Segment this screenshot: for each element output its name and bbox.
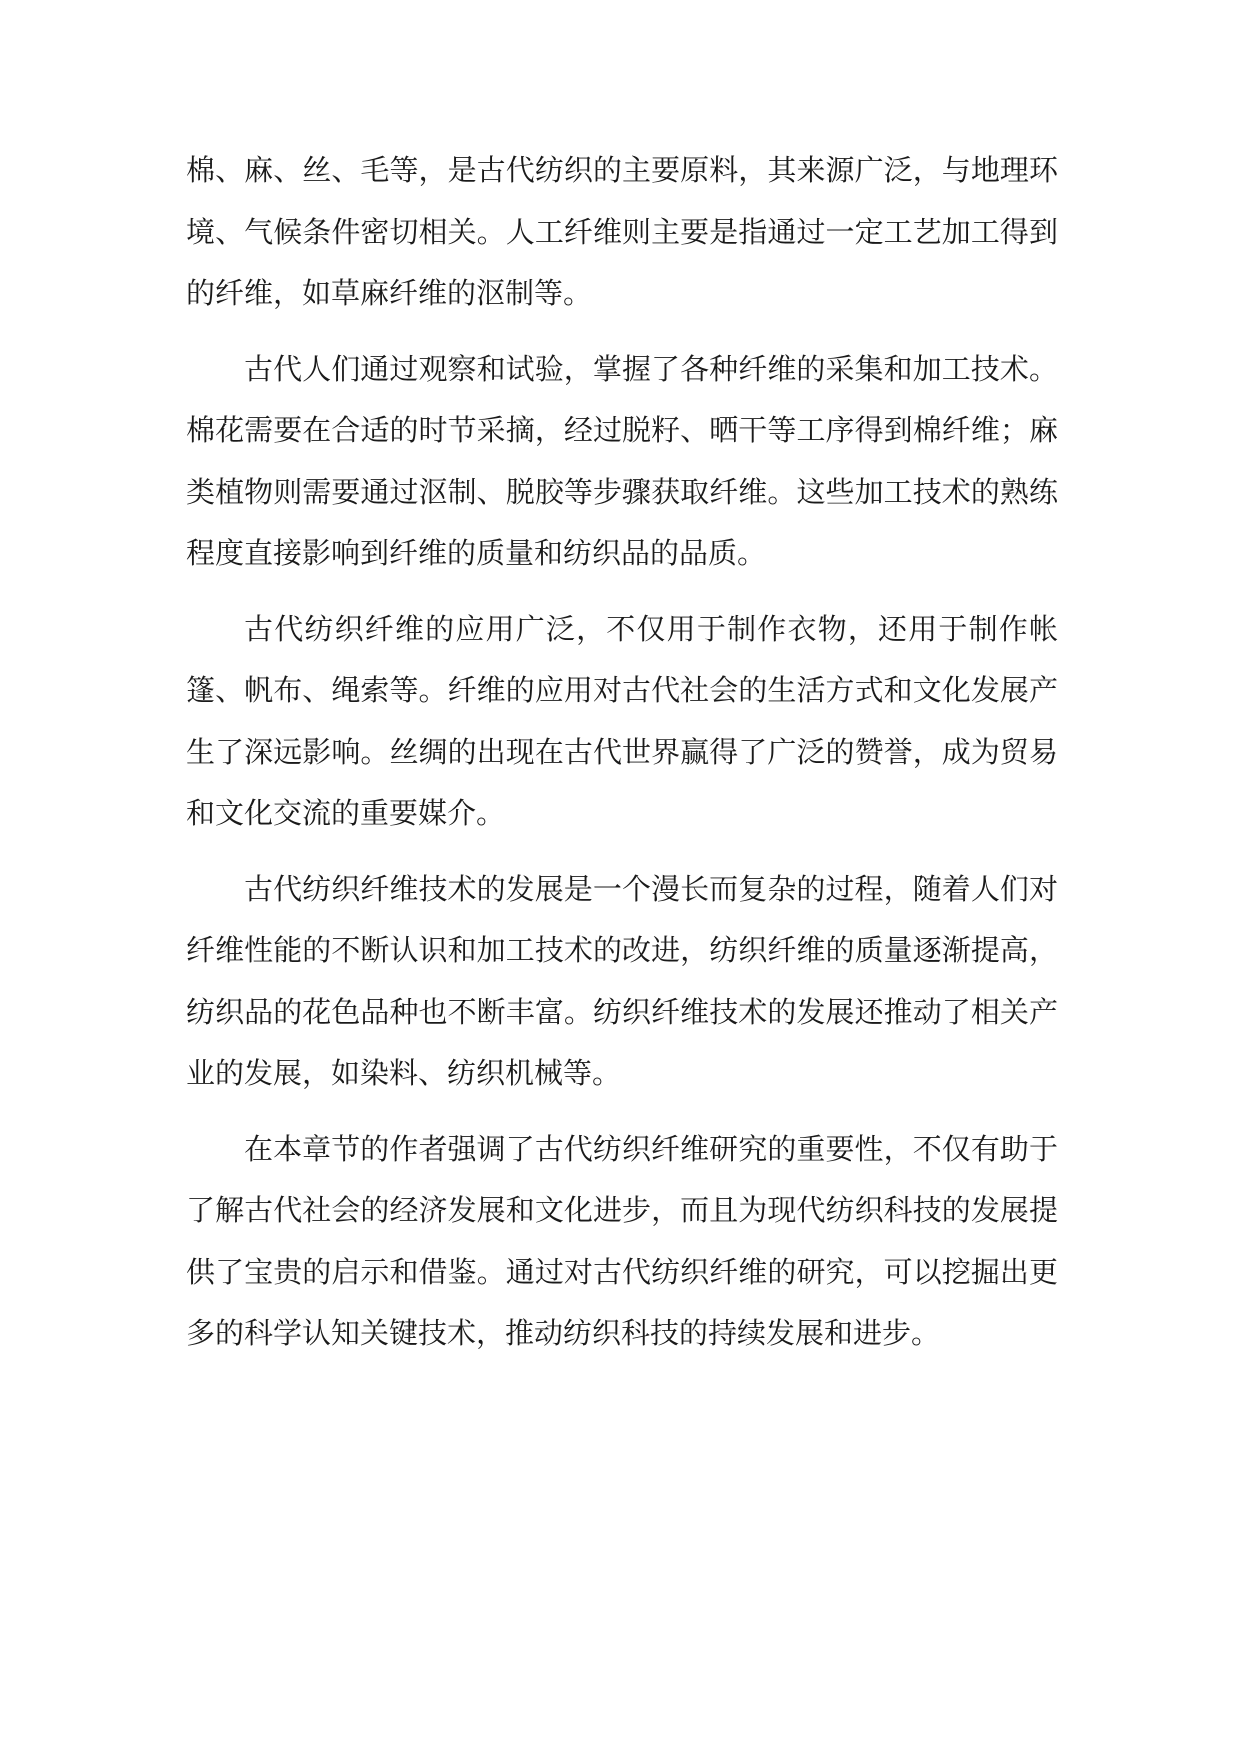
document-body — [186, 140, 1058, 1379]
paragraph-4: 古代纺织纤维技术的发展是一个漫长而复杂的过程，随着人们对纤维性能的不断认识和加工技术的改进，纺织纤维的质量逐渐提高，纺织品的花色品种也不断丰富。纺织纤维技术的发展还推动了相关产业的发展，如染料、纺织机械等。 — [186, 871, 1058, 1090]
paragraph-5: 在本章节的作者强调了古代纺织纤维研究的重要性，不仅有助于了解古代社会的经济发展和文化进步，而且为现代纺织科技的发展提供了宝贵的启示和借鉴。通过对古代纺织纤维的研究，可以挖掘出更多的科学认知关键技术，推动纺织科技的持续发展和进步。 — [186, 1131, 1058, 1350]
paragraph-3: 古代纺织纤维的应用广泛，不仅用于制作衣物，还用于制作帐篷、帆布、绳索等。纤维的应用对古代社会的生活方式和文化发展产生了深远影响。丝绸的出现在古代世界赢得了广泛的赞誉，成为贸易和文化交流的重要媒介。 — [186, 611, 1058, 830]
paragraph-2: 古代人们通过观察和试验，掌握了各种纤维的采集和加工技术。棉花需要在合适的时节采摘，经过脱籽、晒干等工序得到棉纤维；麻类植物则需要通过沤制、脱胶等步骤获取纤维。这些加工技术的熟练程度直接影响到纤维的质量和纺织品的品质。 — [186, 351, 1058, 570]
paragraph-1: 棉、麻、丝、毛等，是古代纺织的主要原料，其来源广泛，与地理环境、气候条件密切相关。人工纤维则主要是指通过一定工艺加工得到的纤维，如草麻纤维的沤制等。 — [186, 153, 1058, 310]
